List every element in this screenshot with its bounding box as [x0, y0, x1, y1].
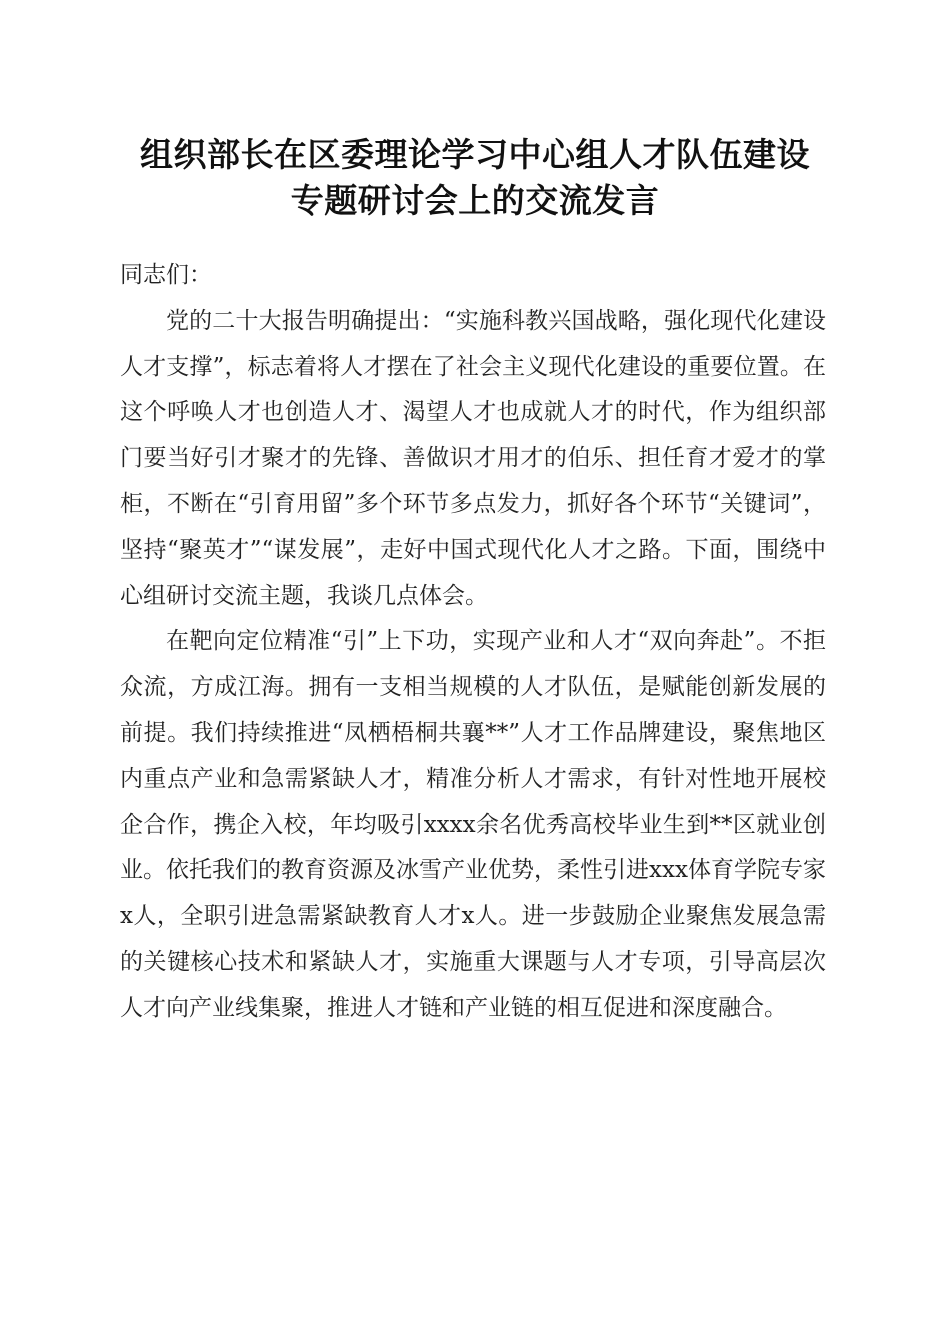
salutation: 同志们： [120, 262, 212, 288]
document-title [100, 132, 850, 224]
paragraph-2: 在靶向定位精准“引”上下功，实现产业和人才“双向奔赴”。不拒众流，方成江海。拥有一支相当规模的人才队伍，是赋能创新发展的前提。我们持续推进“凤栖梧桐共襄**”人才工作品牌建设，聚焦地区内重点产业和急需紧缺人才，精准分析人才需求，有针对性地开展校企合作，携企入校，年均吸引xxxx余名优秀高校毕业生到**区就业创业。依托我们的教育资源及冰雪产业优势，柔性引进xxx体育学院专家x人，全职引进急需紧缺教育人才x人。进一步鼓励企业聚焦发展急需的关键核心技术和紧缺人才，实施重大课题与人才专项，引导高层次人才向产业线集聚，推进人才链和产业链的相互促进和深度融合。 [120, 628, 826, 1021]
paragraph-1: 党的二十大报告明确提出：“实施科教兴国战略，强化现代化建设人才支撑”，标志着将人才摆在了社会主义现代化建设的重要位置。在这个呼唤人才也创造人才、渴望人才也成就人才的时代，作为组织部门要当好引才聚才的先锋、善做识才用才的伯乐、担任育才爱才的掌柜，不断在“引育用留”多个环节多点发力，抓好各个环节“关键词”，坚持“聚英才”“谋发展”，走好中国式现代化人才之路。下面，围绕中心组研讨交流主题，我谈几点体会。 [120, 307, 826, 609]
title-line-2: 专题研讨会上的交流发言 [290, 181, 660, 220]
document-body [120, 253, 826, 1032]
title-line-1: 组织部长在区委理论学习中心组人才队伍建设 [140, 135, 810, 174]
